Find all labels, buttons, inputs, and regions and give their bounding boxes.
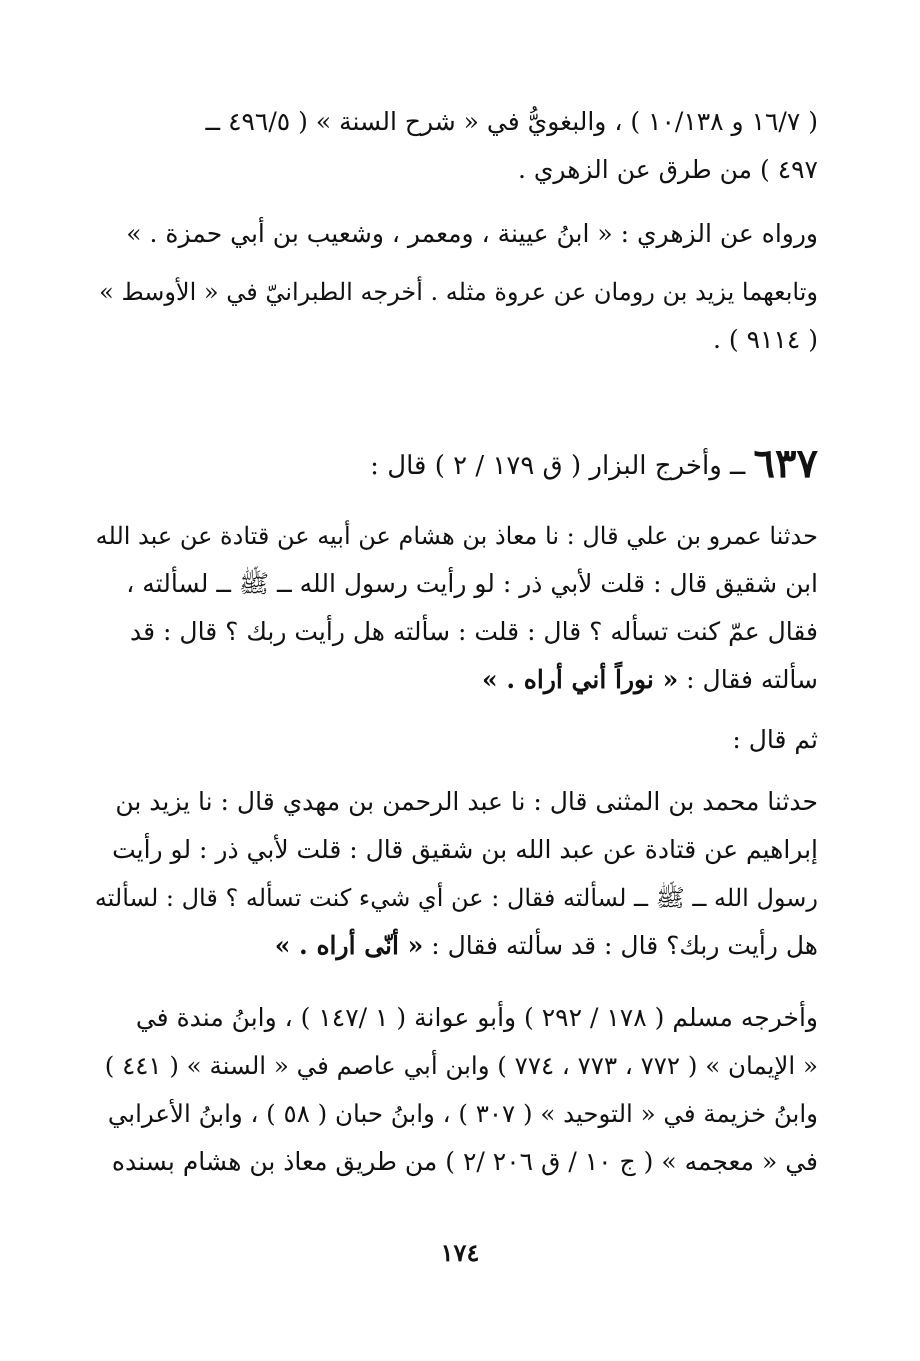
top-paragraph <box>96 98 818 194</box>
text-line: ( ٩١١٤ ) . <box>712 325 818 354</box>
text-line: إبراهيم عن قتادة عن عبد الله بن شقيق قال : قلت لأبي ذر : لو رأيت <box>112 835 818 864</box>
text-line: وتابعهما يزيد بن رومان عن عروة مثله . أخرجه الطبرانيّ في « الأوسط » <box>99 278 818 306</box>
text-line: في « معجمه » ( ج ١٠ / ق ٢٠٦ /٢ ) من طريق معاذ بن هشام بسنده <box>111 1147 818 1176</box>
text-line: رسول الله ــ ﷺ ــ لسألته فقال : عن أي شيء كنت تسأله ؟ قال : لسألته <box>94 884 818 912</box>
text-line: ورواه عن الزهري : « ابنُ عيينة ، ومعمر ، وشعيب بن أبي حمزة . » <box>126 219 818 248</box>
text-line-last <box>96 656 818 704</box>
mutabaah-paragraph <box>96 268 818 364</box>
text-line: حدثنا محمد بن المثنى قال : نا عبد الرحمن بن مهدي قال : نا يزيد بن <box>115 787 818 816</box>
text-line: وابنُ خزيمة في « التوحيد » ( ٣٠٧ ) ، وابنُ حبان ( ٥٨ ) ، وابنُ الأعرابي <box>107 1099 818 1128</box>
hadith-heading-text: ــ وأخرج البزار ( ق ١٧٩ / ٢ ) قال : <box>370 451 746 481</box>
text-line: حدثنا عمرو بن علي قال : نا معاذ بن هشام عن أبيه عن قتادة عن عبد الله <box>95 522 818 550</box>
text-line-last <box>96 922 818 970</box>
quoted-matn: « نوراً أني أراه . » <box>482 665 679 694</box>
text-line: « الإيمان » ( ٧٧٢ ، ٧٧٣ ، ٧٧٤ ) وابن أبي عاصم في « السنة » ( ٤٤١ ) <box>104 1051 818 1080</box>
hadith-heading <box>200 440 818 490</box>
thumma-qal <box>96 716 818 764</box>
text-line: ابن شقيق قال : قلت لأبي ذر : لو رأيت رسول الله ــ ﷺ ــ لسألته ، <box>126 569 818 598</box>
isnad-paragraph-2 <box>96 778 818 970</box>
text-line: فقال عمّ كنت تسأله ؟ قال : قلت : سألته هل رأيت ربك ؟ قال : قد <box>130 617 818 646</box>
page-number: ١٧٤ <box>440 1238 480 1267</box>
line-prefix: هل رأيت ربك؟ قال : قد سألته فقال : <box>431 931 818 960</box>
hadith-number: ٦٣٧ <box>753 440 818 487</box>
takhrij-paragraph <box>96 994 818 1186</box>
quoted-matn: « أنّى أراه . » <box>274 931 424 960</box>
isnad-paragraph-1 <box>96 512 818 704</box>
text-line: ( ١٦/٧ و ١٠/١٣٨ ) ، والبغويُّ في « شرح السنة » ( ٤٩٦/٥ ــ <box>205 107 818 136</box>
line-prefix: سألته فقال : <box>686 665 818 694</box>
text-line: وأخرجه مسلم ( ١٧٨ / ٢٩٢ ) وأبو عوانة ( ١ /١٤٧ ) ، وابنُ مندة في <box>135 1003 818 1032</box>
text-line: ٤٩٧ ) من طرق عن الزهري . <box>517 155 818 184</box>
text-line: ثم قال : <box>732 725 818 754</box>
riwayah-paragraph <box>96 210 818 258</box>
